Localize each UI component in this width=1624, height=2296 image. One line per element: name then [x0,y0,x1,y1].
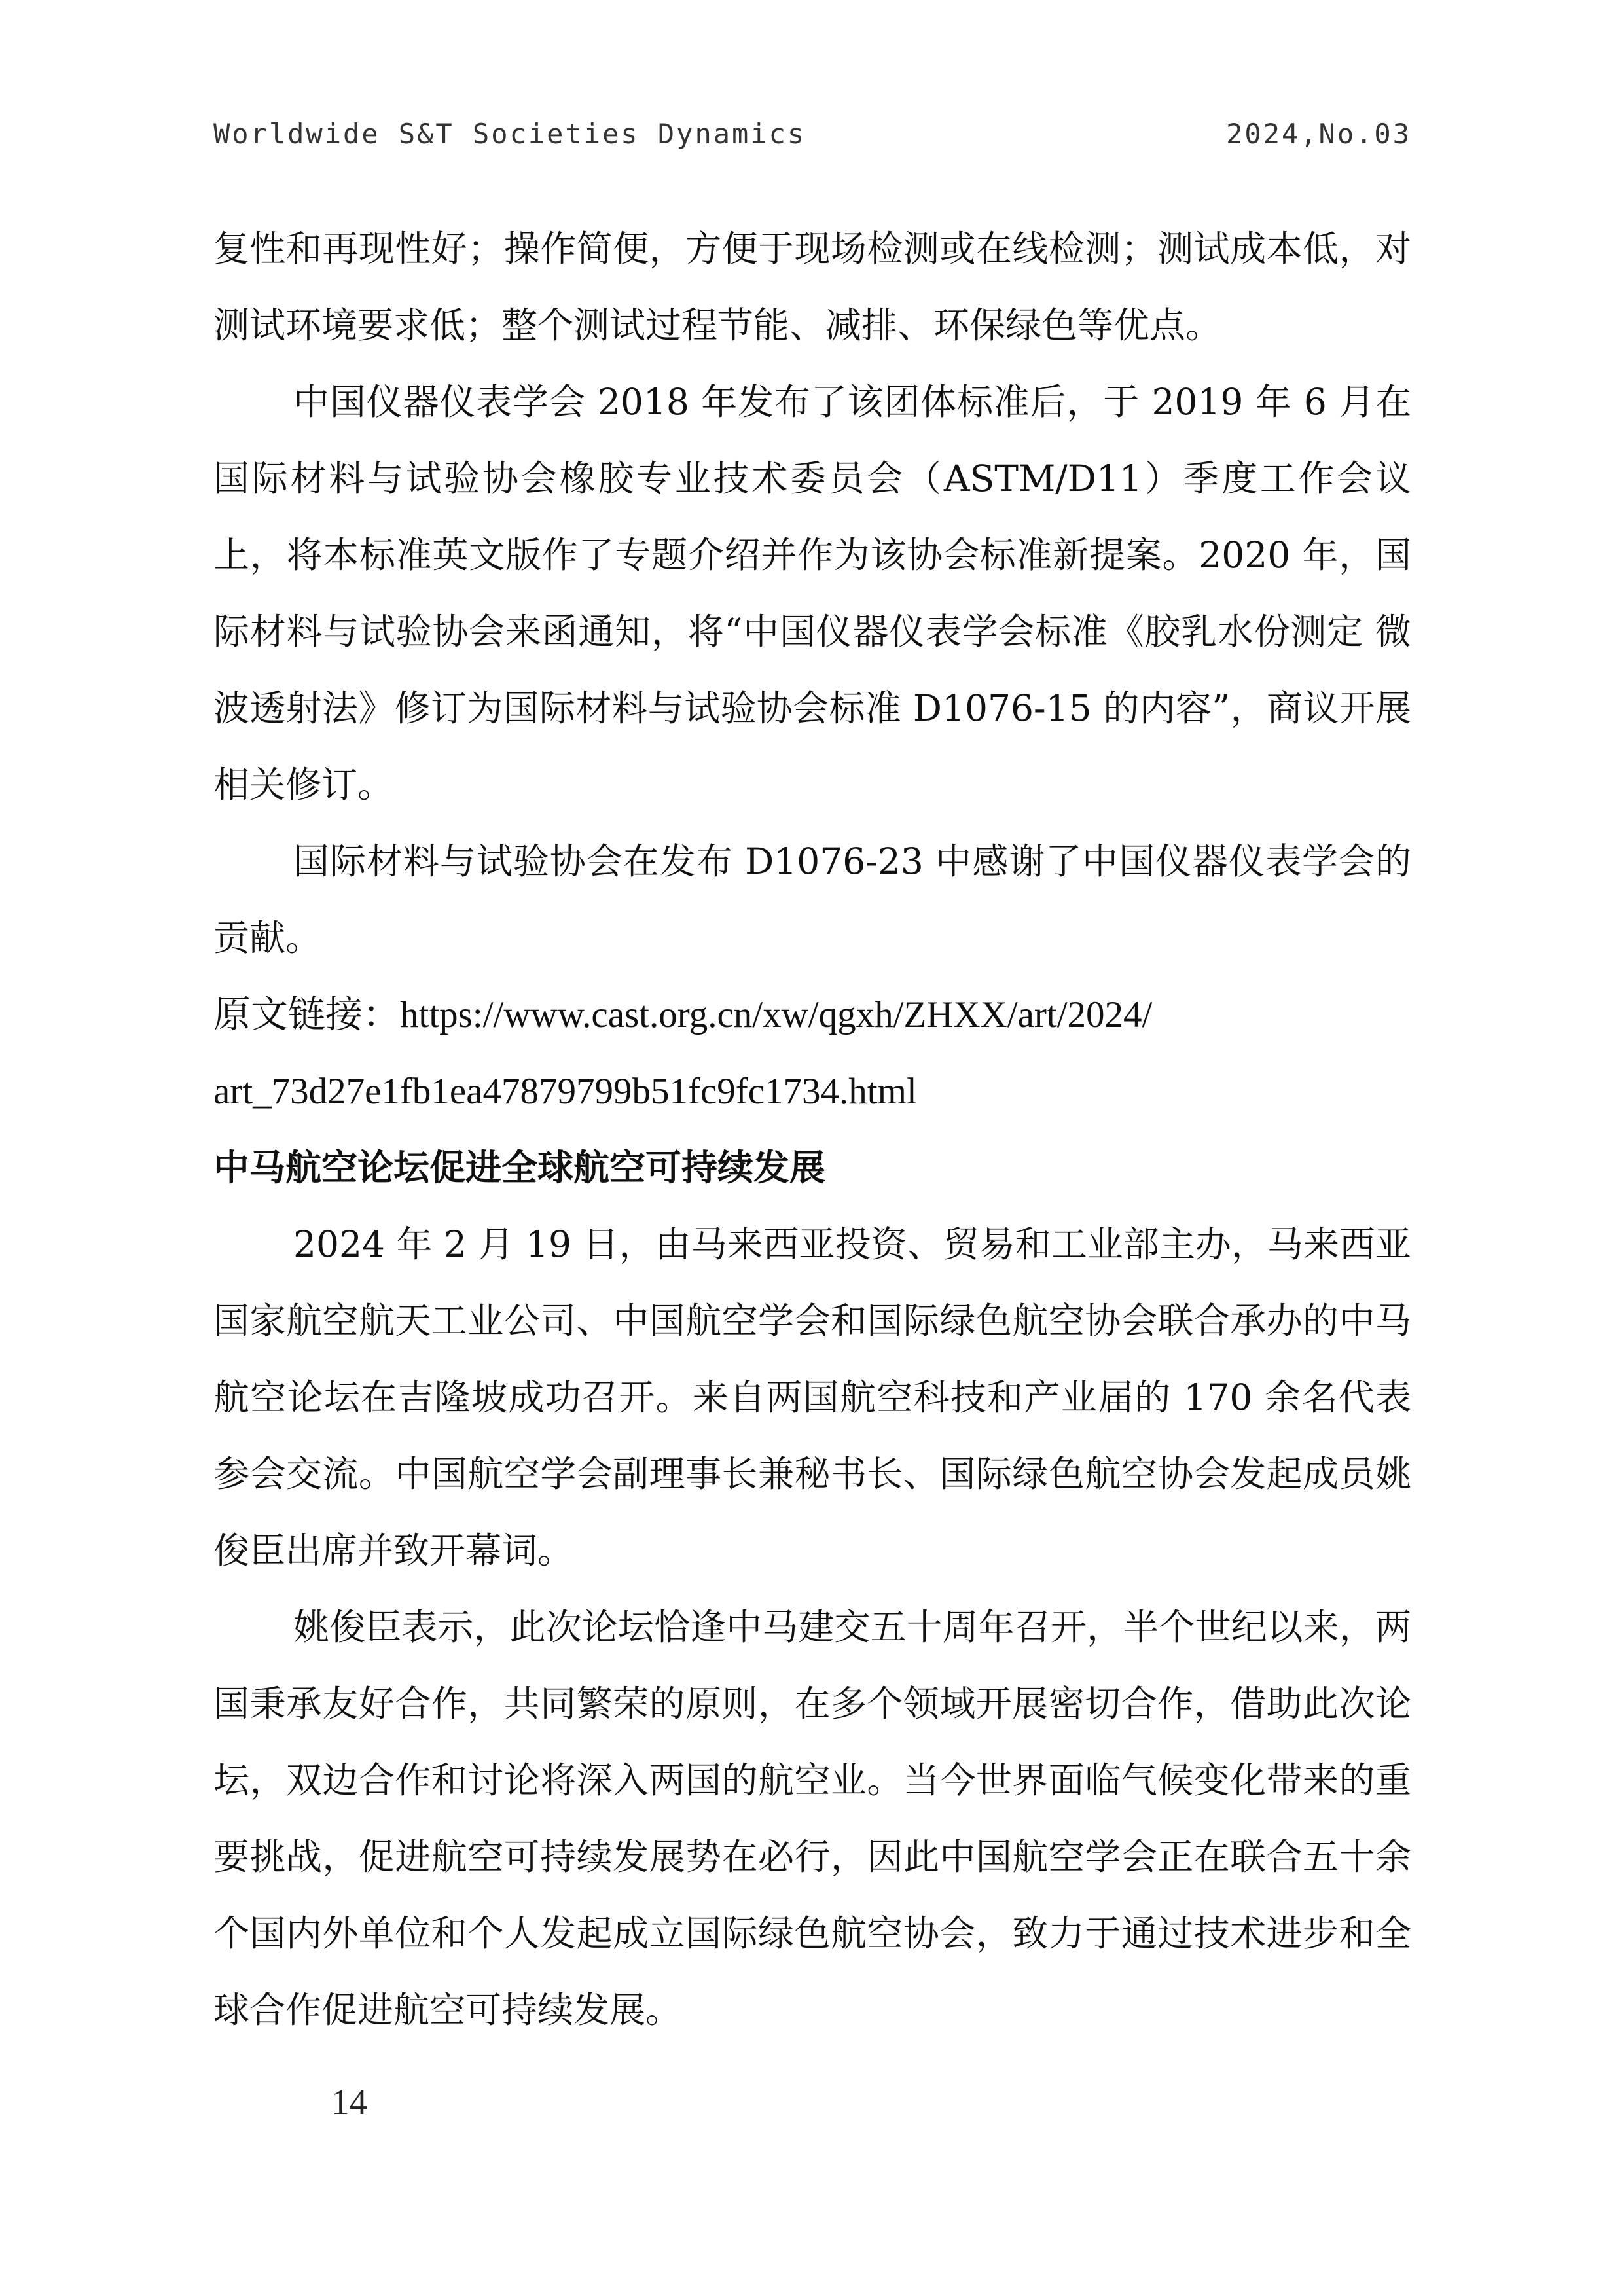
paragraph: 姚俊臣表示，此次论坛恰逢中马建交五十周年召开，半个世纪以来，两国秉承友好合作，共同繁荣的原则，在多个领域开展密切合作，借助此次论坛，双边合作和讨论将深入两国的航空业。当今世界面临气候变化带来的重要挑战，促进航空可持续发展势在必行，因此中国航空学会正在联合五十余个国内外单位和个人发起成立国际绿色航空协会，致力于通过技术进步和全球合作促进航空可持续发展。 [213,1606,1411,2031]
running-header [213,118,1411,157]
paragraph-continued: 复性和再现性好；操作简便，方便于现场检测或在线检测；测试成本低，对测试环境要求低；整个测试过程节能、减排、环保绿色等优点。 [213,228,1411,346]
source-label: 原文链接： [213,994,400,1035]
page-number: 14 [331,2082,367,2122]
source-link [213,977,1411,1130]
journal-title: Worldwide S&T Societies Dynamics [213,118,806,150]
source-url-part-2[interactable]: art_73d27e1fb1ea47879799b51fc9fc1734.html [213,1071,917,1112]
article-body [213,211,1411,2049]
issue-number: 2024,No.03 [1226,118,1411,150]
paragraph: 国际材料与试验协会在发布 D1076-23 中感谢了中国仪器仪表学会的贡献。 [213,840,1411,959]
paragraph: 中国仪器仪表学会 2018 年发布了该团体标准后，于 2019 年 6 月在国际材料与试验协会橡胶专业技术委员会（ASTM/D11）季度工作会议上，将本标准英文版作了专题介绍并作为该协会标准新提案。2020 年，国际材料与试验协会来函通知，将“中国仪器仪表学会标准《胶乳水份测定 微波透射法》修订为国际材料与试验协会标准 D1076-15 的内容”，商议开展相关修订。 [213,381,1411,806]
source-link-line [213,977,1411,1053]
paragraph: 2024 年 2 月 19 日，由马来西亚投资、贸易和工业部主办，马来西亚国家航空航天工业公司、中国航空学会和国际绿色航空协会联合承办的中马航空论坛在吉隆坡成功召开。来自两国航空科技和产业届的 170 余名代表参会交流。中国航空学会副理事长兼秘书长、国际绿色航空协会发起成员姚俊臣出席并致开幕词。 [213,1223,1411,1571]
source-url-part-1[interactable]: https://www.cast.org.cn/xw/qgxh/ZHXX/art/2024/ [400,994,1153,1035]
article-title: 中马航空论坛促进全球航空可持续发展 [213,1147,826,1189]
